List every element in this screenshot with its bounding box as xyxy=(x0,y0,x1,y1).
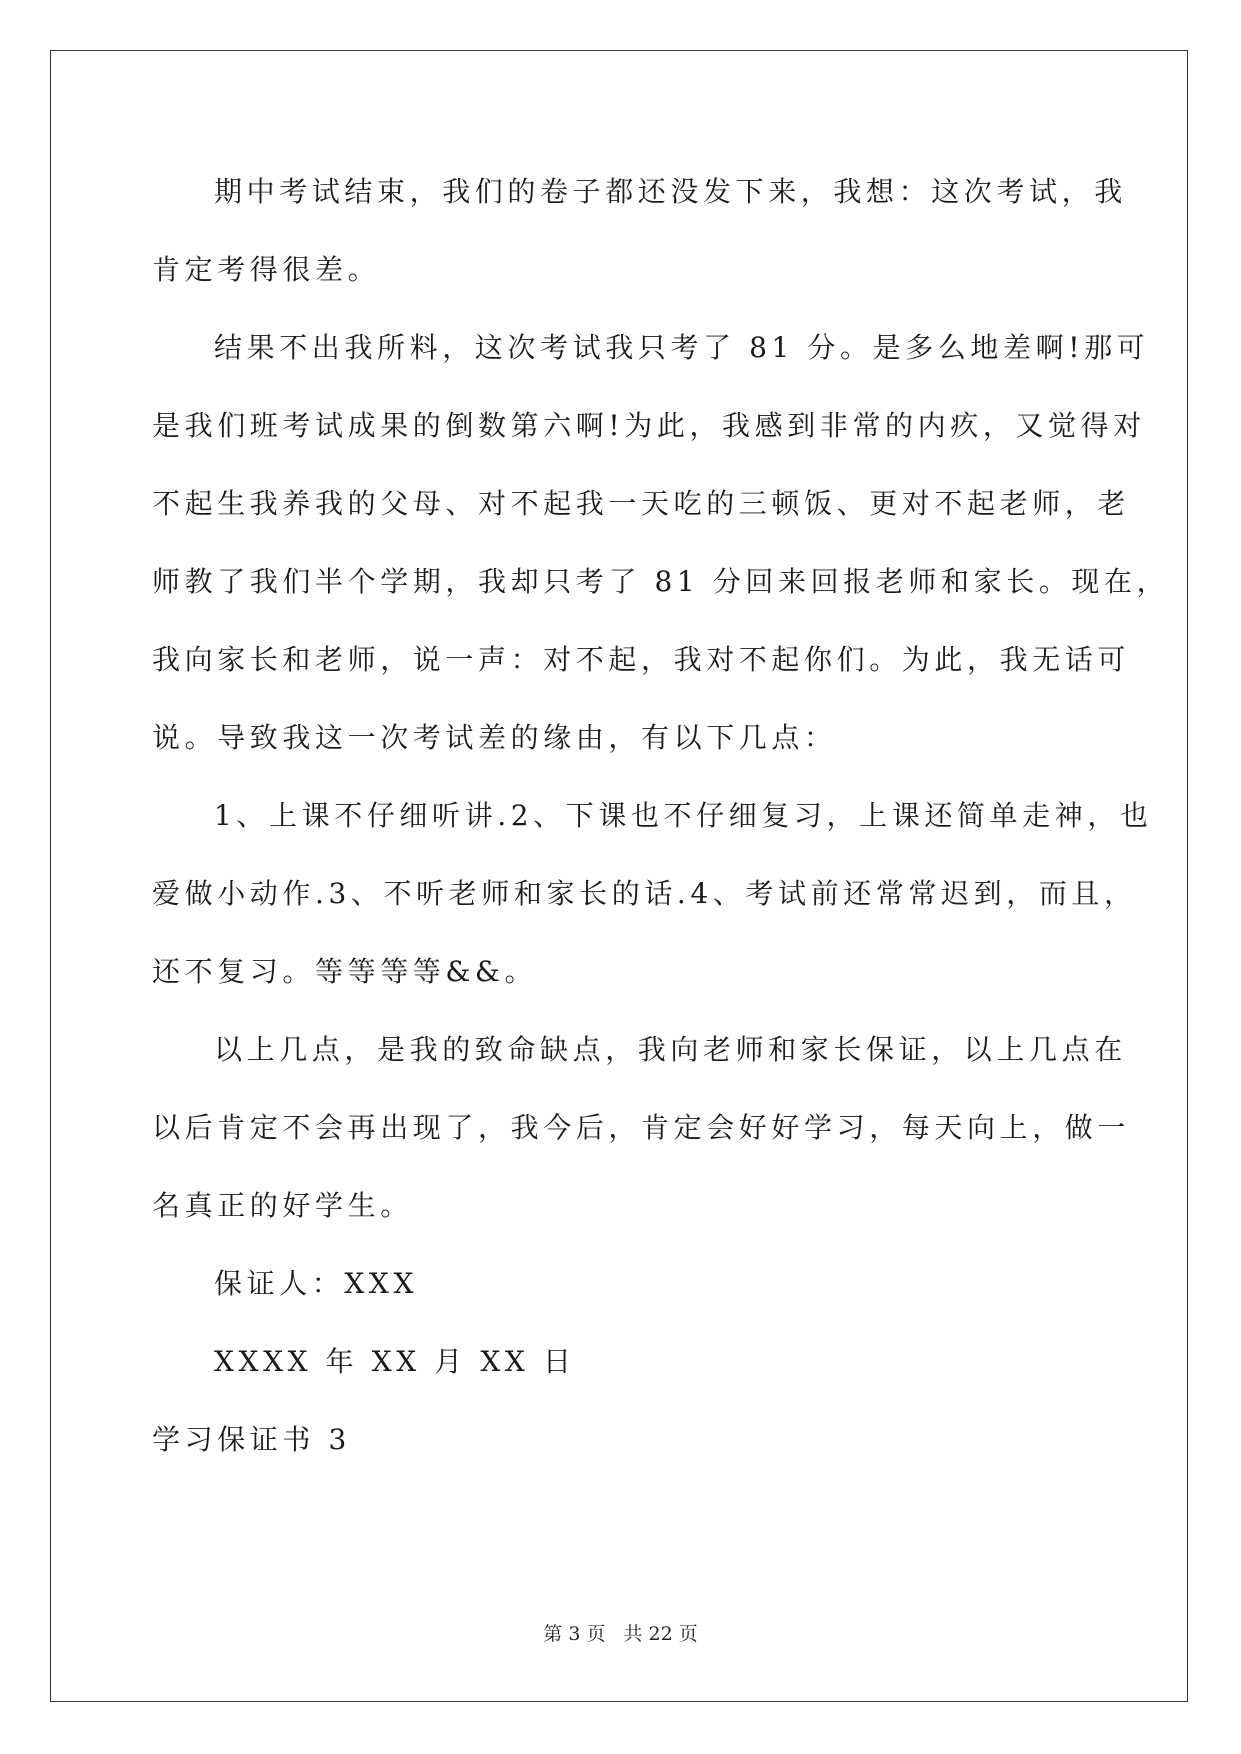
section-heading: 学习保证书 3 xyxy=(152,1423,351,1456)
paragraph-2-line-3: 不起生我养我的父母、对不起我一天吃的三顿饭、更对不起老师，老 xyxy=(152,487,1131,520)
paragraph-1-line-1: 期中考试结束，我们的卷子都还没发下来，我想：这次考试，我 xyxy=(214,175,1127,208)
page-total: 共 22 页 xyxy=(623,1623,698,1645)
paragraph-3-line-2: 爱做小动作.3、不听老师和家长的话.4、考试前还常常迟到，而且， xyxy=(152,877,1137,910)
paragraph-2-line-2: 是我们班考试成果的倒数第六啊!为此，我感到非常的内疚，又觉得对 xyxy=(152,409,1146,442)
paragraph-3-line-1: 1、上课不仔细听讲.2、下课也不仔细复习，上课还简单走神，也 xyxy=(214,799,1153,832)
paragraph-3-line-3: 还不复习。等等等等&&。 xyxy=(152,955,538,988)
guarantor-line: 保证人：XXX xyxy=(214,1267,419,1300)
paragraph-1-line-2: 肯定考得很差。 xyxy=(152,253,381,286)
paragraph-2-line-5: 我向家长和老师，说一声：对不起，我对不起你们。为此，我无话可 xyxy=(152,643,1131,676)
paragraph-2-line-6: 说。导致我这一次考试差的缘由，有以下几点： xyxy=(152,721,837,754)
paragraph-2-line-4: 师教了我们半个学期，我却只考了 81 分回来回报老师和家长。现在， xyxy=(152,565,1170,598)
page-number: 第 3 页 xyxy=(543,1623,606,1645)
paragraph-2-line-1: 结果不出我所料，这次考试我只考了 81 分。是多么地差啊!那可 xyxy=(214,331,1150,364)
date-line: XXXX 年 XX 月 XX 日 xyxy=(214,1345,576,1378)
page-footer xyxy=(0,1622,1241,1646)
paragraph-4-line-2: 以后肯定不会再出现了，我今后，肯定会好好学习，每天向上，做一 xyxy=(152,1111,1131,1144)
paragraph-4-line-1: 以上几点，是我的致命缺点，我向老师和家长保证，以上几点在 xyxy=(214,1033,1127,1066)
paragraph-4-line-3: 名真正的好学生。 xyxy=(152,1189,413,1222)
